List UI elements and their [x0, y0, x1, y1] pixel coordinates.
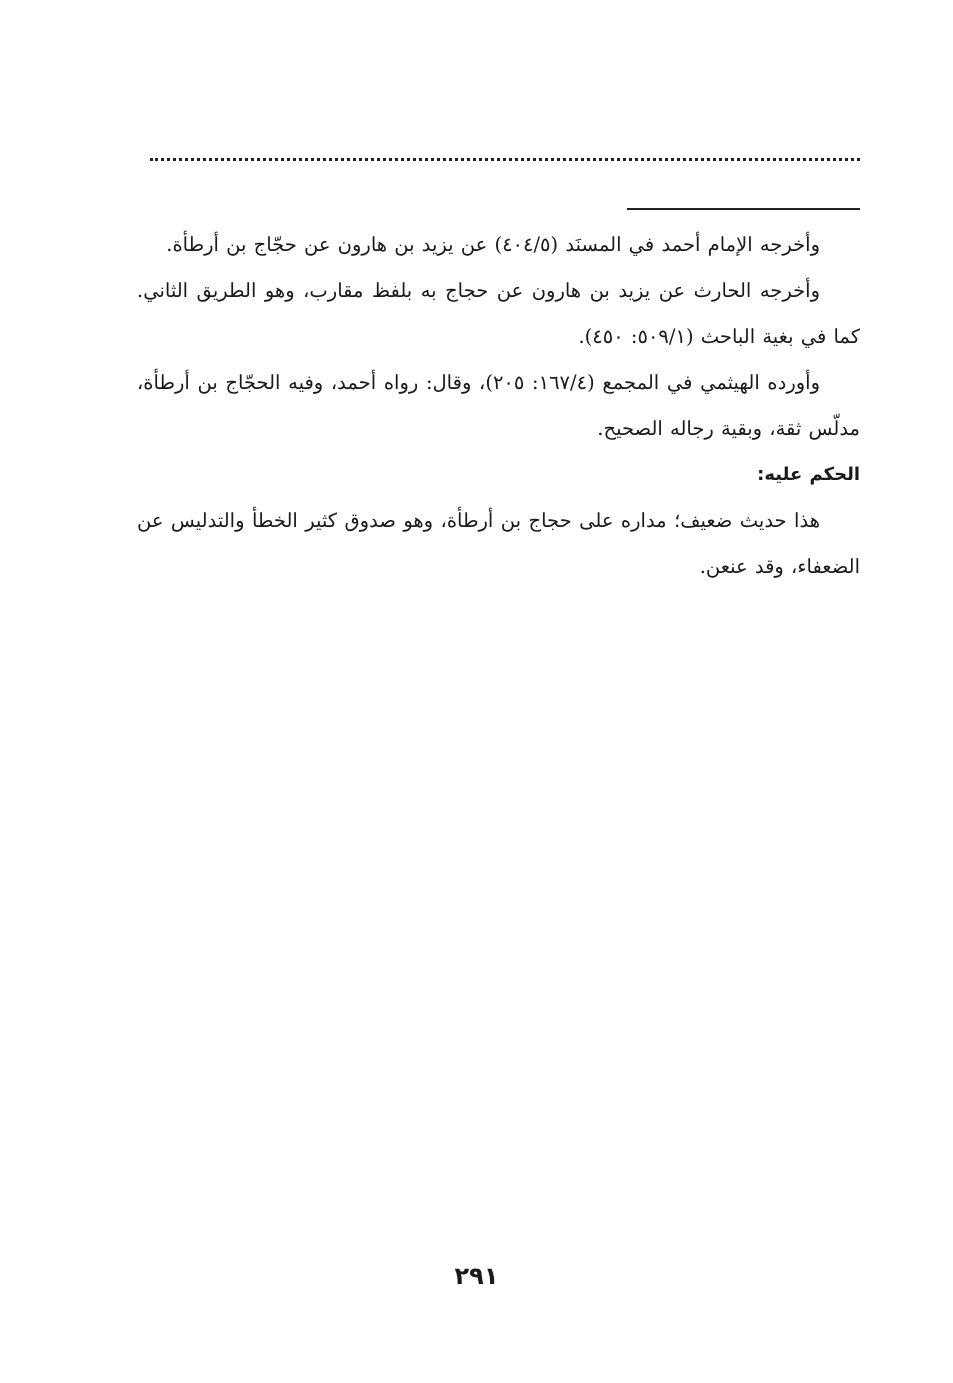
page-number: ٢٩١: [454, 1262, 499, 1290]
paragraph-musnad-ahmad: وأخرجه الإمام أحمد في المسنَد (٤٠٤/٥) عن يزيد بن هارون عن حجّاج بن أرطأة.: [166, 233, 820, 256]
ruling-heading: الحكم عليه:: [757, 464, 860, 485]
footnote-body: [137, 222, 860, 590]
paragraph-haythami: وأورده الهيثمي في المجمع (١٦٧/٤: ٢٠٥)، وقال: رواه أحمد، وفيه الحجّاج بن أرطأة، مدلّس ثقة، وبقية رجاله الصحيح.: [137, 371, 860, 440]
footnote-separator: [627, 208, 860, 210]
paragraph-harith: وأخرجه الحارث عن يزيد بن هارون عن حجاج به بلفظ مقارب، وهو الطريق الثاني. كما في بغية الباحث (٥٠٩/١: ٤٥٠).: [137, 279, 860, 348]
dotted-separator: [150, 158, 860, 161]
ruling-paragraph: هذا حديث ضعيف؛ مداره على حجاج بن أرطأة، وهو صدوق كثير الخطأ والتدليس عن الضعفاء، وقد عنعن.: [137, 509, 860, 578]
